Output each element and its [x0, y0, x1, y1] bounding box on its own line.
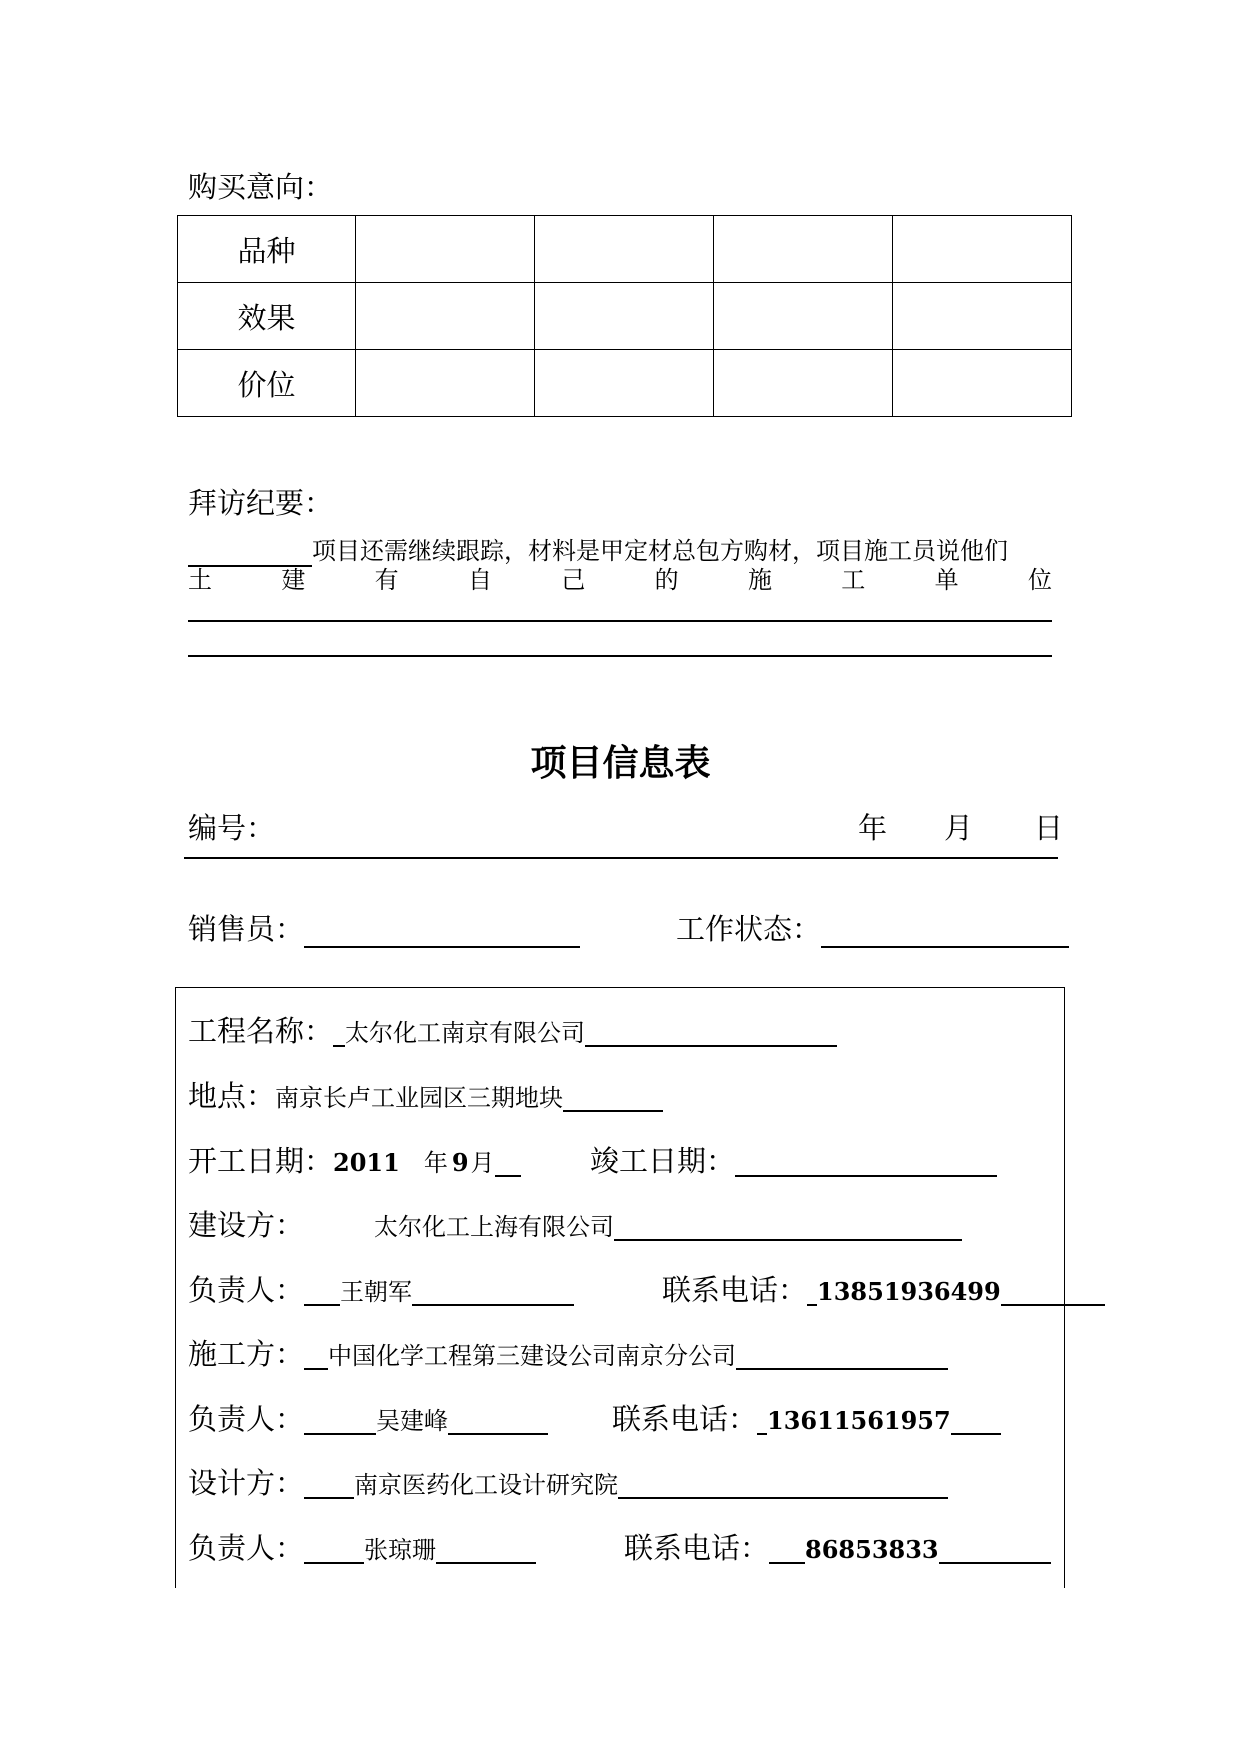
visit-line-2 [188, 560, 1052, 595]
table-cell[interactable] [356, 350, 535, 417]
blank-line[interactable] [188, 620, 1052, 622]
location-row [188, 1074, 663, 1115]
year-label: 年 [858, 811, 888, 845]
table-cell[interactable] [893, 350, 1072, 417]
table-cell[interactable] [356, 216, 535, 283]
table-row [178, 283, 1072, 350]
table-cell[interactable] [356, 283, 535, 350]
visit-char: 的 [654, 566, 679, 594]
day-label: 日 [1034, 811, 1064, 845]
row-label-price: 价位 [178, 350, 356, 417]
salesperson-input[interactable] [304, 912, 580, 948]
phone-label: 联系电话： [662, 1273, 808, 1307]
visit-char: 施 [747, 566, 772, 594]
contractor-owner-value[interactable]: 吴建峰 [376, 1407, 449, 1435]
salesperson-label: 销售员： [188, 912, 305, 946]
finish-date-input[interactable] [735, 1156, 997, 1177]
table-cell[interactable] [893, 283, 1072, 350]
row-label-effect: 效果 [178, 283, 356, 350]
start-year-unit: 年 [423, 1149, 448, 1177]
start-date-label: 开工日期： [188, 1144, 334, 1178]
start-year-value[interactable]: 2011 [333, 1148, 400, 1177]
salesperson-row [188, 907, 580, 948]
location-label: 地点： [188, 1079, 276, 1113]
finish-date-label: 竣工日期： [590, 1144, 736, 1178]
owner-label: 负责人： [188, 1531, 305, 1565]
designer-owner-row [188, 1526, 536, 1567]
project-name-row [188, 1009, 837, 1050]
row-label-variety: 品种 [178, 216, 356, 283]
table-cell[interactable] [714, 216, 893, 283]
designer-phone-row [624, 1526, 1051, 1567]
table-cell[interactable] [714, 350, 893, 417]
builder-owner-value[interactable]: 王朝军 [340, 1278, 413, 1306]
work-status-input[interactable] [821, 912, 1069, 948]
table-cell[interactable] [714, 283, 893, 350]
phone-label: 联系电话： [624, 1531, 770, 1565]
designer-value[interactable]: 南京医药化工设计研究院 [354, 1471, 619, 1499]
visit-char: 自 [467, 566, 492, 594]
designer-row [188, 1461, 948, 1502]
start-date-row [188, 1139, 521, 1180]
start-month-unit: 月 [470, 1149, 495, 1177]
visit-char: 工 [841, 566, 866, 594]
visit-text-1: 项目还需继续跟踪，材料是甲定材总包方购材，项目施工员说他们 [312, 537, 1008, 565]
blank-line[interactable] [188, 655, 1052, 657]
visit-char: 建 [281, 566, 306, 594]
work-status-row [676, 907, 1069, 948]
contractor-label: 施工方： [188, 1337, 305, 1371]
builder-row [188, 1203, 962, 1244]
visit-char: 位 [1027, 566, 1052, 594]
project-name-label: 工程名称： [188, 1014, 334, 1048]
builder-owner-row [188, 1268, 574, 1309]
finish-date-row [590, 1139, 997, 1180]
table-cell[interactable] [535, 216, 714, 283]
designer-phone-value[interactable]: 86853833 [805, 1535, 939, 1564]
start-month-value[interactable]: 9 [451, 1148, 469, 1177]
month-label: 月 [944, 811, 974, 845]
location-value[interactable]: 南京长卢工业园区三期地块 [275, 1084, 564, 1112]
visit-char: 土 [188, 566, 212, 594]
table-cell[interactable] [535, 283, 714, 350]
purchase-intent-table [177, 215, 1072, 417]
designer-owner-value[interactable]: 张琼珊 [364, 1536, 437, 1564]
builder-value[interactable]: 太尔化工上海有限公司 [374, 1213, 615, 1241]
designer-label: 设计方： [188, 1466, 305, 1500]
visit-char: 单 [934, 566, 959, 594]
header-divider [184, 857, 1058, 859]
table-cell[interactable] [535, 350, 714, 417]
visit-char: 有 [374, 566, 399, 594]
table-row [178, 350, 1072, 417]
builder-label: 建设方： [188, 1208, 305, 1242]
number-label: 编号： [188, 811, 276, 845]
phone-label: 联系电话： [612, 1402, 758, 1436]
builder-phone-row [662, 1268, 1105, 1309]
contractor-phone-row [612, 1397, 1001, 1438]
visit-char: 己 [561, 566, 586, 594]
page-title: 项目信息表 [530, 742, 711, 784]
table-cell[interactable] [893, 216, 1072, 283]
contractor-phone-value[interactable]: 13611561957 [767, 1406, 951, 1435]
table-row [178, 216, 1072, 283]
owner-label: 负责人： [188, 1402, 305, 1436]
project-name-value[interactable]: 太尔化工南京有限公司 [345, 1019, 586, 1047]
work-status-label: 工作状态： [676, 912, 822, 946]
contractor-owner-row [188, 1397, 548, 1438]
contractor-value[interactable]: 中国化学工程第三建设公司南京分公司 [328, 1342, 737, 1370]
visit-heading: 拜访纪要： [188, 486, 334, 520]
purchase-heading: 购买意向： [188, 170, 334, 204]
contractor-row [188, 1332, 948, 1373]
builder-phone-value[interactable]: 13851936499 [817, 1277, 1001, 1306]
owner-label: 负责人： [188, 1273, 305, 1307]
